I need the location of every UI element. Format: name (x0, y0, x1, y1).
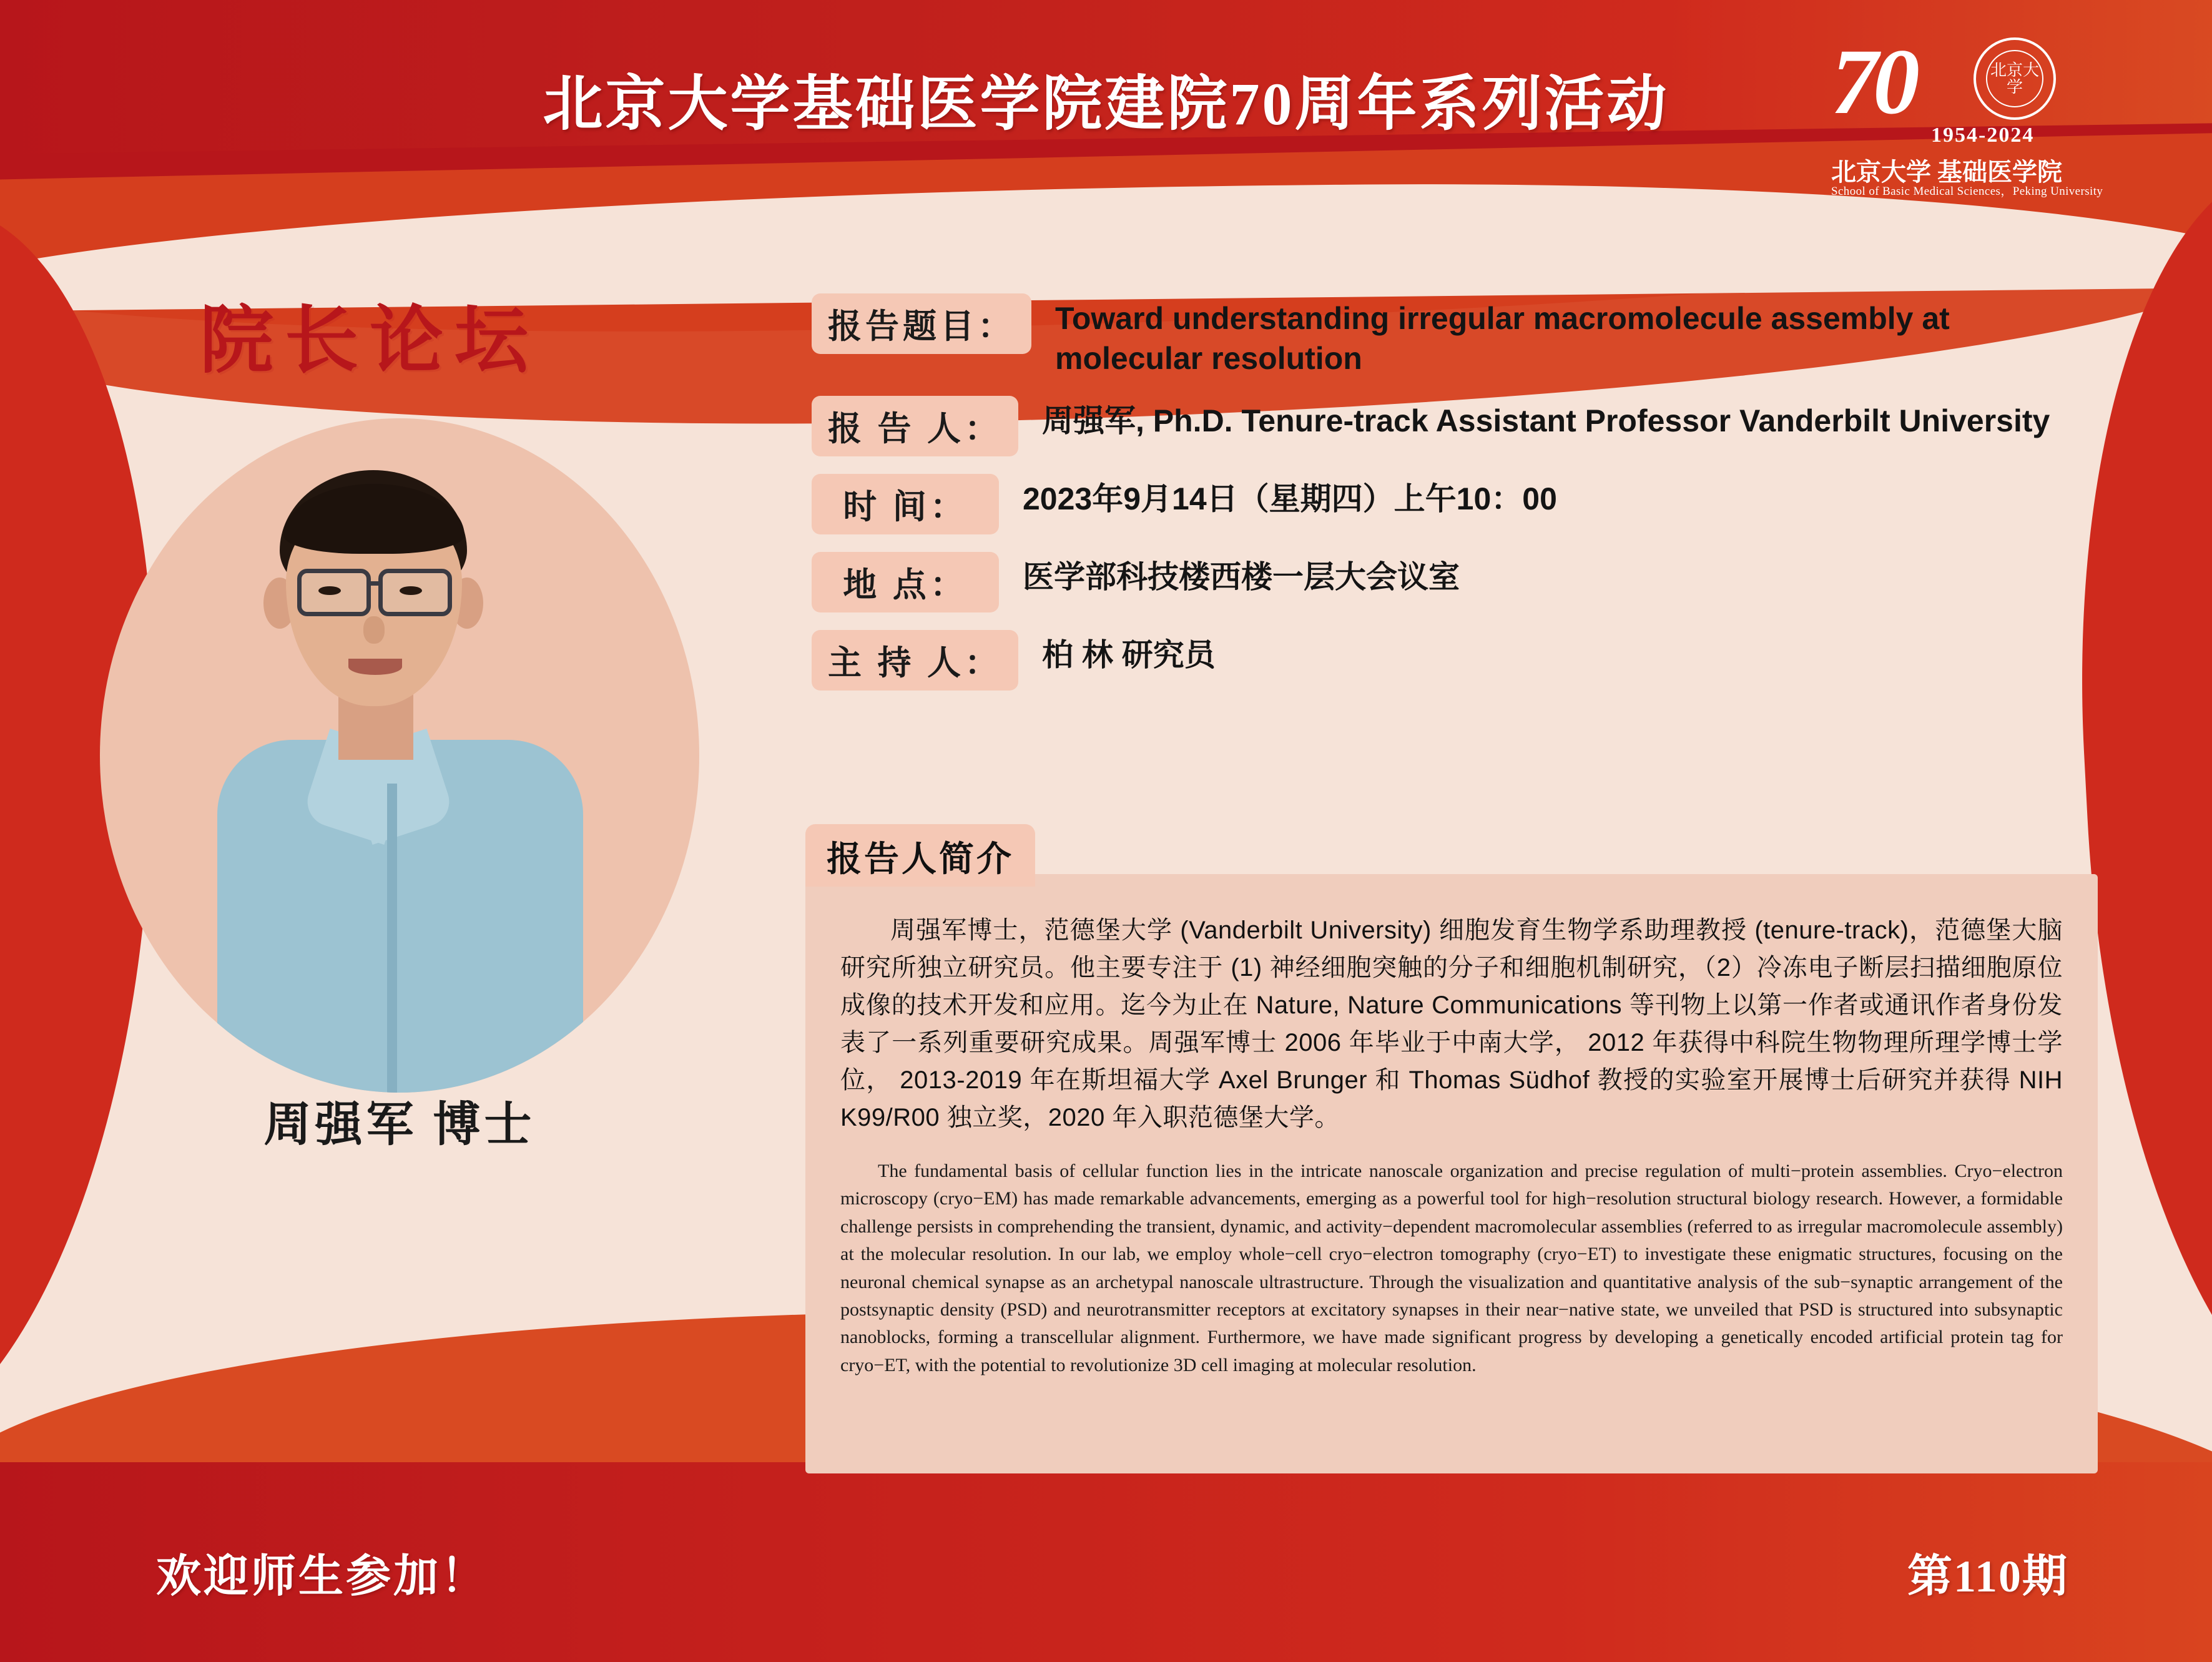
bio-panel (805, 874, 2098, 1473)
logo-70-number: 70 (1831, 30, 1915, 134)
logo-cn-name: 北京大学 基础医学院 (1831, 158, 2062, 186)
info-list (812, 293, 2098, 708)
info-row-time (812, 474, 2098, 534)
info-label-speaker: 报 告 人： (812, 396, 1018, 456)
bio-english-text: The fundamental basis of cellular function lies in the intricate nanoscale organization and precise regulation of multi−protein assemblies. Cryo−electron microscopy (cryo−EM) has made remarkable advancements, emerging as a powerful tool for high−resolution structural biology research. However, a formidable challenge persists in comprehending the transient, dynamic, and activity−dependent macromolecular assemblies (referred to as irregular macromolecule assembly) at the molecular resolution. In our lab, we employ whole−cell cryo−electron tomography (cryo−ET) to investigate these enigmatic structures, focusing on the neuronal chemical synapse as an archetypal nanoscale ultrastructure. Through the visualization and quantitative analysis of the sub−synaptic arrangement of the postsynaptic density (PSD) and neurotransmitter receptors at excitatory synapses in their near−native state, we unveiled that PSD is structured into subsynaptic nanoblocks, forming a transcellular alignment. Furthermore, we have made significant progress by developing a genetically encoded artificial protein tag for cryo−ET, with the potential to revolutionize 3D cell imaging at molecular resolution. (840, 1161, 2063, 1375)
bio-tab-label: 报告人简介 (805, 824, 1035, 887)
photo-placket (387, 784, 397, 1093)
logo-en-name: School of Basic Medical Sciences，Peking University (1831, 185, 2103, 198)
banner-title: 北京大学基础医学院建院70周年系列活动 (543, 71, 1669, 137)
bio-chinese-text: 周强军博士，范德堡大学 (Vanderbilt University) 细胞发育生物学系助理教授 (tenure-track)，范德堡大脑研究所独立研究员。他主要专注于 (1) 神经细胞突触的分子和细胞机制研究，（2）冷冻电子断层扫描细胞原位成像的技术开发和应用。迄今为止在 Nature, Nature Communications 等刊物上以第一作者或通讯作者身份发表了一系列重要研究成果。周强军博士 2006 年毕业于中南大学， 2012 年获得中科院生物物理所理学博士学位， 2013-2019 年在斯坦福大学 Axel Brunger 和 Thomas Südhof 教授的实验室开展博士后研究并获得 NIH K99/R00 独立奖，2020 年入职范德堡大学。 (840, 917, 2063, 1131)
info-label-time: 时 间： (812, 474, 999, 534)
info-value-topic: Toward understanding irregular macromolecule assembly at molecular resolution (1055, 301, 1950, 376)
info-row-topic (812, 293, 2098, 378)
footer-issue-number: 第110期 (1907, 1551, 2068, 1601)
university-seal-text: 北京大学 (1986, 50, 2043, 107)
forum-title: 院长论坛 (200, 300, 540, 382)
avatar (100, 418, 699, 1093)
info-label-topic: 报告题目： (812, 293, 1031, 354)
logo-years: 1954-2024 (1931, 124, 2035, 147)
info-value-time: 2023年9月14日（星期四）上午10：00 (1023, 481, 1557, 516)
info-value-host: 柏 林 研究员 (1042, 637, 1216, 672)
info-value-location: 医学部科技楼西楼一层大会议室 (1023, 559, 1460, 594)
info-row-location (812, 552, 2098, 612)
photo-nose (363, 616, 385, 644)
info-row-speaker (812, 396, 2098, 456)
info-value-speaker: 周强军, Ph.D. Tenure-track Assistant Professor Vanderbilt University (1042, 403, 2050, 438)
photo-eye-left (318, 586, 341, 595)
photo-mouth (348, 659, 402, 675)
speaker-name-caption: 周强军 博士 (263, 1099, 536, 1151)
photo-glasses-bridge (370, 581, 381, 586)
info-label-location: 地 点： (812, 552, 999, 612)
info-row-host (812, 630, 2098, 691)
speaker-photo (206, 459, 593, 1093)
photo-eye-right (400, 586, 422, 595)
info-label-host: 主 持 人： (812, 630, 1018, 691)
footer-welcome-text: 欢迎师生参加！ (156, 1551, 489, 1601)
